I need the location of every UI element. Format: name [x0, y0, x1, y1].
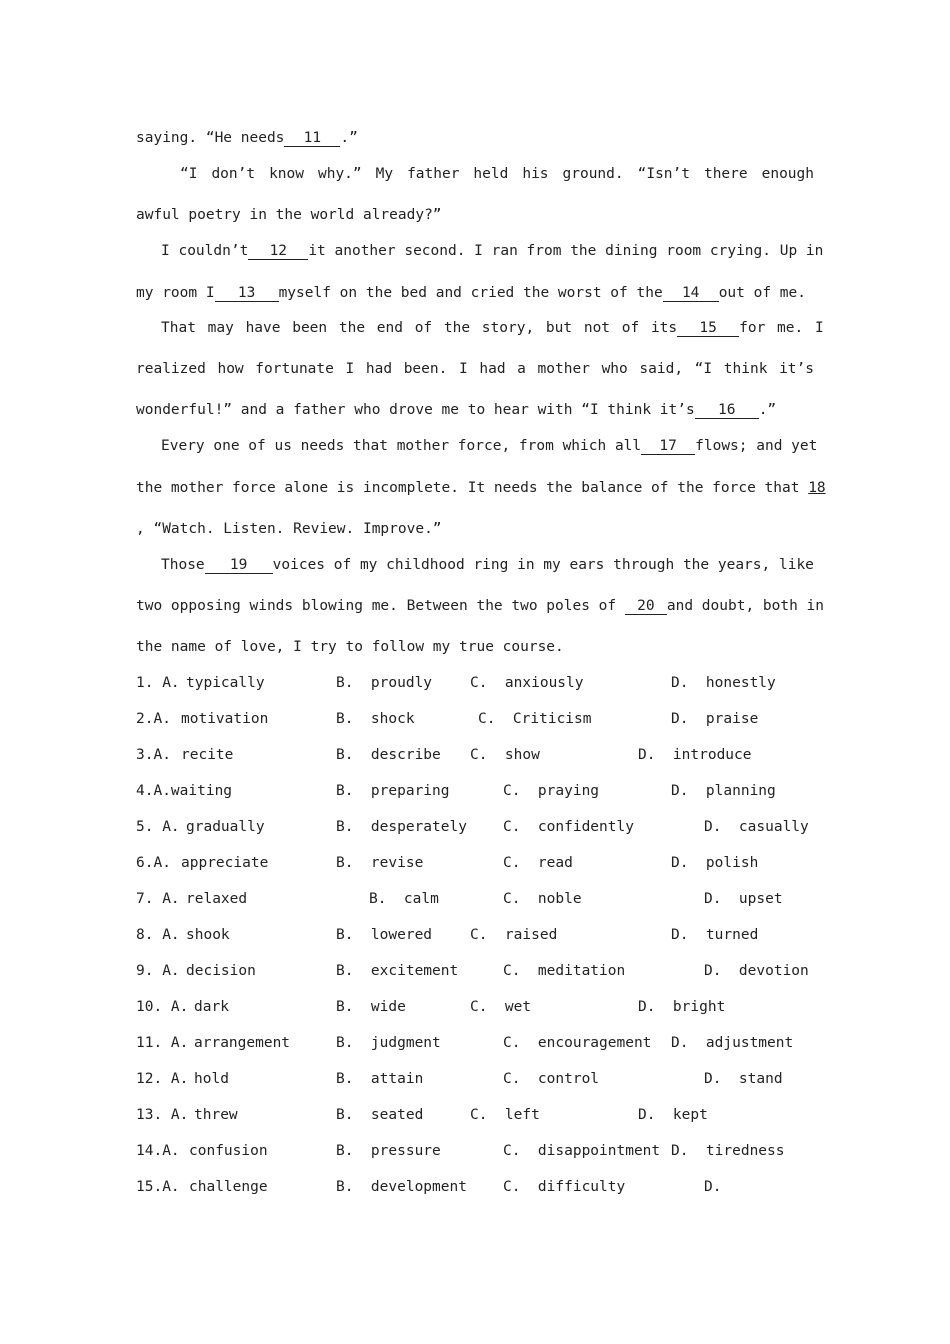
option-c: C. control: [503, 1071, 600, 1087]
passage-line-9: [161, 436, 818, 456]
text: and doubt, both in: [666, 598, 825, 614]
passage-line-3: awful poetry in the world already?”: [136, 207, 442, 223]
option-d: D. planning: [671, 783, 776, 799]
option-d: D. turned: [671, 927, 759, 943]
option-c: C. meditation: [503, 963, 626, 979]
text: .”: [758, 402, 777, 418]
option-d: D. stand: [704, 1071, 783, 1087]
option-a: appreciate: [181, 855, 269, 871]
question-number: 7. A.: [136, 891, 180, 907]
blank-16: 16: [695, 402, 759, 419]
passage-line-10: [136, 478, 826, 498]
blank-14: 14: [663, 285, 719, 302]
option-c: C. difficulty: [503, 1179, 626, 1195]
question-number: 8. A.: [136, 927, 180, 943]
option-d: D.: [704, 1179, 722, 1195]
option-b: B. calm: [369, 891, 439, 907]
option-b: B. describe: [336, 747, 441, 763]
blank-11: 11: [284, 130, 340, 147]
passage-line-13: [136, 596, 825, 616]
option-a: gradually: [186, 819, 265, 835]
question-number: 13. A.: [136, 1107, 189, 1123]
option-a: motivation: [181, 711, 269, 727]
question-number: 11. A.: [136, 1035, 189, 1051]
text: out of me.: [718, 285, 806, 301]
passage-line-14: the name of love, I try to follow my true course.: [136, 639, 564, 655]
text: I couldn’t: [161, 243, 249, 259]
option-b: B. desperately: [336, 819, 467, 835]
option-a: threw: [194, 1107, 238, 1123]
passage-line-11: , “Watch. Listen. Review. Improve.”: [136, 521, 442, 537]
passage-line-2: “I don’t know why.” My father held his ground. “Isn’t there enough: [180, 166, 814, 182]
option-d: D. adjustment: [671, 1035, 794, 1051]
option-d: D. casually: [704, 819, 809, 835]
option-a: decision: [186, 963, 256, 979]
question-number: 9. A.: [136, 963, 180, 979]
passage-line-7: realized how fortunate I had been. I had a mother who said, “I think it’s: [136, 361, 814, 377]
text: voices of my childhood ring in my ears through the years, like: [272, 557, 814, 573]
option-a: challenge: [189, 1179, 268, 1195]
question-number: 6.A.: [136, 855, 171, 871]
text: .”: [340, 130, 358, 146]
option-d: D. polish: [671, 855, 759, 871]
blank-12: 12: [248, 243, 308, 260]
text: flows; and yet: [695, 438, 818, 454]
option-b: B. revise: [336, 855, 424, 871]
option-c: C. show: [470, 747, 540, 763]
text: Every one of us needs that mother force, from which all: [161, 438, 642, 454]
passage-line-4: [161, 241, 824, 261]
question-number: 10. A.: [136, 999, 189, 1015]
blank-17: 17: [641, 438, 695, 455]
option-d: D. honestly: [671, 675, 776, 691]
option-d: D. upset: [704, 891, 783, 907]
option-d: D. kept: [638, 1107, 708, 1123]
option-a: typically: [186, 675, 265, 691]
text: the mother force alone is incomplete. It needs the balance of the force that: [136, 480, 800, 496]
option-b: B. proudly: [336, 675, 433, 691]
passage-line-1: [136, 128, 814, 148]
text: Those: [161, 557, 205, 573]
passage-line-12: [161, 555, 814, 575]
option-b: B. wide: [336, 999, 406, 1015]
option-b: B. excitement: [336, 963, 459, 979]
option-c: C. praying: [503, 783, 600, 799]
option-c: C. encouragement: [503, 1035, 652, 1051]
option-c: C. noble: [503, 891, 582, 907]
option-a: relaxed: [186, 891, 248, 907]
option-c: C. confidently: [503, 819, 634, 835]
passage-line-5: [136, 283, 814, 303]
option-b: B. shock: [336, 711, 415, 727]
option-d: D. bright: [638, 999, 726, 1015]
text: That may have been the end of the story, but not of its: [161, 320, 678, 336]
passage-line-8: [136, 400, 814, 420]
text: it another second. I ran from the dining room crying. Up in: [308, 243, 824, 259]
option-b: B. development: [336, 1179, 467, 1195]
option-c: C. left: [470, 1107, 540, 1123]
option-d: D. devotion: [704, 963, 809, 979]
option-a: arrangement: [194, 1035, 291, 1051]
text: for me. I: [739, 320, 824, 336]
question-number: 1. A.: [136, 675, 180, 691]
option-a: hold: [194, 1071, 229, 1087]
passage-line-6: [161, 318, 824, 338]
question-number: 5. A.: [136, 819, 180, 835]
question-number: 2.A.: [136, 711, 171, 727]
option-c: C. anxiously: [470, 675, 584, 691]
blank-19: 19: [205, 557, 273, 574]
blank-15: 15: [677, 320, 739, 337]
option-b: B. attain: [336, 1071, 424, 1087]
option-b: B. judgment: [336, 1035, 441, 1051]
option-a: confusion: [189, 1143, 268, 1159]
option-a: shook: [186, 927, 230, 943]
text: myself on the bed and cried the worst of the: [278, 285, 663, 301]
question-number: 15.A.: [136, 1179, 180, 1195]
text: two opposing winds blowing me. Between the two poles of: [136, 598, 617, 614]
option-b: B. lowered: [336, 927, 433, 943]
option-d: D. tiredness: [671, 1143, 785, 1159]
option-c: C. Criticism: [478, 711, 592, 727]
question-number: 12. A.: [136, 1071, 189, 1087]
text: wonderful!” and a father who drove me to hear with “I think it’s: [136, 402, 695, 418]
blank-13: 13: [215, 285, 279, 302]
option-b: B. pressure: [336, 1143, 441, 1159]
text: my room I: [136, 285, 215, 301]
option-c: C. disappointment: [503, 1143, 661, 1159]
option-d: D. introduce: [638, 747, 752, 763]
question-number: 4.A.waiting: [136, 783, 233, 799]
option-b: B. seated: [336, 1107, 424, 1123]
blank-18: 18: [808, 480, 826, 496]
option-c: C. wet: [470, 999, 532, 1015]
option-d: D. praise: [671, 711, 759, 727]
option-c: C. read: [503, 855, 573, 871]
text: saying. “He needs: [136, 130, 285, 146]
question-number: 14.A.: [136, 1143, 180, 1159]
option-a: recite: [181, 747, 234, 763]
option-b: B. preparing: [336, 783, 450, 799]
question-number: 3.A.: [136, 747, 171, 763]
blank-20: 20: [625, 598, 667, 615]
option-a: dark: [194, 999, 229, 1015]
option-c: C. raised: [470, 927, 558, 943]
